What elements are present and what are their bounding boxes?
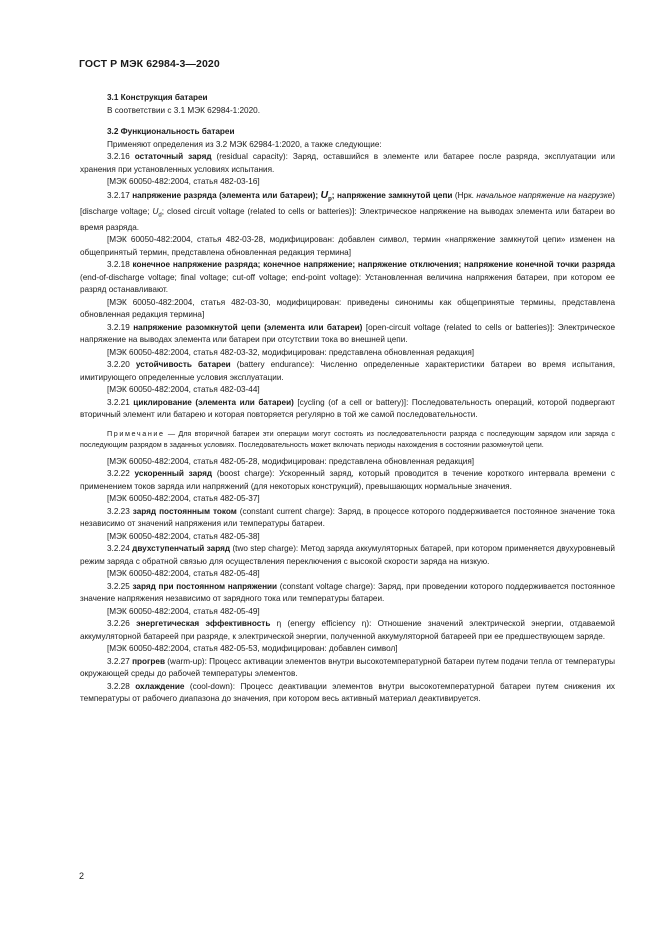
definition-term-synonym: ; напряжение замкнутой цепи [331,190,453,200]
definition-number: 3.2.21 [107,397,134,407]
note-text: — Для вторичной батареи эти операции могут состоять из последовательности разряда с последующим зарядом или заряда с последующим разрядом в заданных условиях. Последовательность может включать периоды нахождения в состоянии разомкнутой цепи. [80,428,615,449]
definition-reference: [МЭК 60050-482:2004, статья 482-05-28, модифицирован: представлена обновленная редакция] [107,456,475,466]
definition-term: циклирование (элемента или батареи) [133,397,294,407]
definition-3-2-17 [80,189,615,235]
definition-text: η (energy efficiency η): Отношение значений электрической энергии, отдаваемой аккумуляторной батареей при разряде, к электрической энергии, полученной аккумуляторной батареей при ее предшествующем заряде. [80,619,615,641]
document-body [80,92,615,706]
definition-3-2-20 [80,359,615,384]
definition-text-tail: ; closed circuit voltage (related to cells or batteries)]: Электрическое напряжение на выводах элемента или батареи во время разряда. [80,206,615,232]
definition-term: напряжение разряда (элемента или батареи); [132,190,321,200]
section-text-3-1: В соответствии с 3.1 МЭК 62984-1:2020. [107,105,260,115]
definition-text: [cycling (of a cell or battery)]: Последовательность операций, которой подвергают вторичный элемент или батарею и которая повторяется регулярно в той же самой последовательности. [80,397,615,420]
definition-reference: [МЭК 60050-482:2004, статья 482-03-30, модифицирован: приведены синонимы как общепринятые термины, представлена обновленная редакция термина] [80,297,615,320]
definition-number: 3.2.20 [107,360,136,370]
definition-number: 3.2.18 [107,260,133,270]
note [80,428,615,450]
definition-term: ускоренный заряд [134,469,213,479]
definition-number: 3.2.26 [107,619,137,629]
symbol-ud: $U_d$ [152,206,162,219]
definition-reference: [МЭК 60050-482:2004, статья 482-03-16] [107,177,260,186]
definition-3-2-18 [80,259,615,297]
symbol-u: $U_p$ [320,188,332,203]
definition-3-2-16 [80,151,615,176]
definition-term: заряд постоянным током [132,506,237,516]
note-label: Примечание [107,428,165,438]
definition-text: (battery endurance): Численно определенные характеристики батареи во время испытания, имитирующего определенные условия эксплуатации. [80,360,615,382]
definition-number: 3.2.25 [107,581,133,591]
definition-text: ) [discharge voltage; [80,190,615,216]
definition-text: (constant current charge): Заряд, в процессе которого поддерживается постоянное значение тока независимо от значений напряжения или температуры батареи. [80,506,615,529]
definition-term: напряжение разомкнутой цепи (элемента или батареи) [133,322,363,332]
page-number: 2 [79,871,85,881]
definition-text: (two step charge): Метод заряда аккумуляторных батарей, при котором применяется двухуровневый режим заряда с обратной связью для осуществления переключения с высокой скорости заряда на низкую. [80,544,615,566]
definition-text: (end-of-discharge voltage; final voltage; cut-off voltage; end-point voltage): Установленная величина напряжения батареи, при котором ее разряд останавливают. [80,272,615,295]
definition-reference: [МЭК 60050-482:2004, статья 482-05-37] [107,494,260,504]
definition-3-2-25 [80,581,615,606]
definition-text: (residual capacity): Заряд, оставшийся в элементе или батарее после разряда, эксплуатации или хранения при установленных условиях испытания. [80,152,616,174]
definition-3-2-22 [80,468,615,493]
section-heading-3-1: 3.1 Конструкция батареи [107,93,208,102]
definition-3-2-24 [80,543,615,568]
definition-number: 3.2.24 [107,544,133,554]
definition-reference: [МЭК 60050-482:2004, статья 482-05-53, модифицирован: добавлен символ] [107,644,398,654]
definition-number: 3.2.19 [107,322,134,332]
document-header: ГОСТ Р МЭК 62984-3—2020 [79,58,220,70]
definition-text: (cool-down): Процесс деактивации элементов внутри высокотемпературной батареи путем снижения их температуры от рабочего диапазона до значения, при котором весь активный материал деактивируется. [80,681,615,704]
definition-3-2-26 [80,618,615,643]
definition-reference: [МЭК 60050-482:2004, статья 482-05-38] [107,531,260,541]
definition-text: [open-circuit voltage (related to cells or batteries)]: Электрическое напряжение на выводах элемента или батареи при отсутствии тока во внешней цепи. [80,322,615,345]
definition-term: двухступенчатый заряд [132,544,231,554]
definition-number: 3.2.28 [107,681,136,691]
definition-term: энергетическая эффективность [136,619,271,629]
definition-number: 3.2.16 [107,152,135,161]
definition-nrk: (Нрк. [452,190,477,200]
definition-3-2-27 [80,656,615,681]
definition-number: 3.2.22 [107,469,135,479]
definition-term: конечное напряжение разряда; конечное напряжение; напряжение отключения; напряжение конечной точки разряда [132,260,615,270]
definition-term: охлаждение [135,681,185,691]
definition-term: прогрев [132,656,166,666]
definition-text: (constant voltage charge): Заряд, при проведении которого поддерживается постоянное значение напряжения независимо от зарядного тока или температуры батареи. [80,581,615,604]
definition-reference: [МЭК 60050-482:2004, статья 482-05-49] [107,606,260,616]
definition-number: 3.2.23 [107,506,133,516]
definition-reference: [МЭК 60050-482:2004, статья 482-03-44] [107,385,260,395]
definition-number: 3.2.27 [107,656,133,666]
definition-term: заряд при постоянном напряжении [132,581,278,591]
section-heading-3-2: 3.2 Функциональность батареи [107,127,235,136]
definition-reference: [МЭК 60050-482:2004, статья 482-05-48] [107,569,260,579]
definition-term: устойчивость батареи [135,360,231,370]
definition-text: (warm-up): Процесс активации элементов внутри высокотемпературной батареи путем подачи тепла от температуры окружающей среды до рабочей температуры элементов. [80,656,615,679]
definition-nrk-term: начальное напряжение на нагрузке [476,190,613,200]
definition-3-2-28 [80,681,615,706]
section-intro-3-2: Применяют определения из 3.2 МЭК 62984-1:2020, а также следующие: [107,139,382,149]
definition-3-2-23 [80,506,615,531]
definition-text: (boost charge): Ускоренный заряд, который проводится в течение короткого интервала времени с применением токов заряда или напряжений (для некоторых конструкций), превышающих нормальные значения. [80,469,616,491]
definition-reference: [МЭК 60050-482:2004, статья 482-03-32, модифицирован: представлена обновленная редакция] [107,347,475,357]
definition-reference: [МЭК 60050-482:2004, статья 482-03-28, модифицирован: добавлен символ, термин «напряжение замкнутой цепи» изменен на общепринятый термин, представлена обновленная редакция термина] [80,235,615,257]
definition-number: 3.2.17 [107,190,133,200]
definition-3-2-21 [80,397,615,422]
definition-3-2-19 [80,322,615,347]
definition-term: остаточный заряд [134,152,212,161]
